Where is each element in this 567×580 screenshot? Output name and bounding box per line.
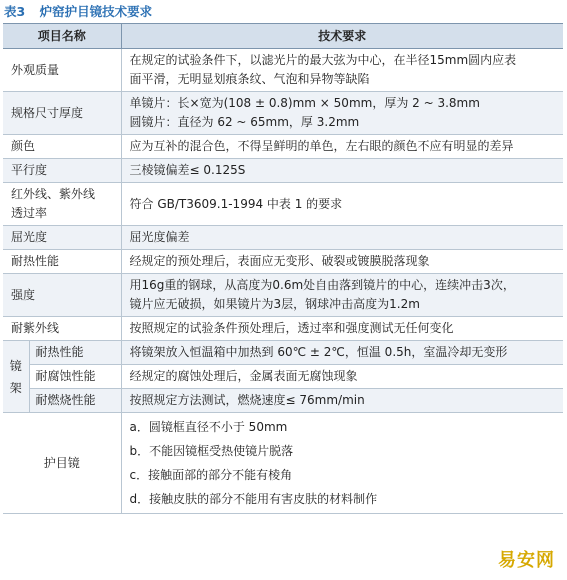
table-row [3,135,563,159]
row-name: 屈光度 [3,226,121,250]
requirement-line: 面平滑，无明显划痕条纹、气泡和异物等缺陷 [129,72,370,86]
row-requirement [121,274,563,317]
row-requirement [121,92,563,135]
requirement-line: 单镜片：长×宽为(108 ± 0.8)mm × 50mm，厚为 2 ~ 3.8mm [129,96,480,110]
frame-label-char: 架 [9,380,22,395]
row-requirement [121,413,563,514]
row-name: 耐腐蚀性能 [29,365,121,389]
row-name: 平行度 [3,159,121,183]
requirement-line: d．接触皮肤的部分不能用有害皮肤的材料制作 [129,492,378,506]
watermark-logo: 易安网 [498,550,555,571]
frame-label-char: 镜 [9,358,22,373]
requirement-line: 在规定的试验条件下，以滤光片的最大弦为中心，在半径15mm圆内应表 [129,53,517,67]
row-name-line: 红外线、紫外线 [11,187,96,201]
row-name: 规格尺寸厚度 [3,92,121,135]
caption-title: 炉窑护目镜技术要求 [39,4,153,19]
requirement-line: b．不能因镜框受热使镜片脱落 [129,444,294,458]
requirement-line: c．接触面部的部分不能有棱角 [129,468,293,482]
table-row [3,226,563,250]
row-name: 耐热性能 [29,341,121,365]
table-row [3,413,563,514]
table-row [3,389,563,413]
row-requirement [121,49,563,92]
table-row [3,183,563,226]
requirement-line: 镜片应无破损，如果镜片为3层，钢球冲击高度为1.2m [129,297,420,311]
row-name: 颜色 [3,135,121,159]
table-row [3,250,563,274]
table-row [3,92,563,135]
requirement-line: 圆镜片：直径为 62 ~ 65mm，厚 3.2mm [129,115,360,129]
row-name: 强度 [3,274,121,317]
header-requirement: 技术要求 [121,24,563,49]
frame-group-label [3,341,29,413]
row-requirement: 将镜架放入恒温箱中加热到 60℃ ± 2℃，恒温 0.5h，室温冷却无变形 [121,341,563,365]
table-row [3,365,563,389]
header-row [3,24,563,49]
row-name-line: 透过率 [11,206,48,220]
row-requirement: 按照规定的试验条件预处理后，透过率和强度测试无任何变化 [121,317,563,341]
caption-number: 表3 [4,4,26,19]
row-requirement: 按照规定方法测试，燃烧速度≤ 76mm/min [121,389,563,413]
row-name [3,183,121,226]
table-row [3,159,563,183]
row-name: 耐紫外线 [3,317,121,341]
row-requirement: 符合 GB/T3609.1-1994 中表 1 的要求 [121,183,563,226]
header-item: 项目名称 [3,24,121,49]
row-requirement: 经规定的腐蚀处理后，金属表面无腐蚀现象 [121,365,563,389]
row-name: 耐燃烧性能 [29,389,121,413]
row-requirement: 三棱镜偏差≤ 0.125S [121,159,563,183]
table-row [3,317,563,341]
table-caption [4,2,152,20]
row-name: 护目镜 [3,413,121,514]
requirement-line: a．圆镜框直径不小于 50mm [129,420,288,434]
table-row [3,274,563,317]
requirements-table [3,23,563,514]
table-row [3,341,563,365]
row-requirement: 经规定的预处理后，表面应无变形、破裂或镀膜脱落现象 [121,250,563,274]
row-requirement: 应为互补的混合色，不得呈鲜明的单色，左右眼的颜色不应有明显的差异 [121,135,563,159]
table-row [3,49,563,92]
requirement-line: 用16g重的钢球，从高度为0.6m处自由落到镜片的中心，连续冲击3次， [129,278,515,292]
row-requirement: 屈光度偏差 [121,226,563,250]
row-name: 外观质量 [3,49,121,92]
row-name: 耐热性能 [3,250,121,274]
